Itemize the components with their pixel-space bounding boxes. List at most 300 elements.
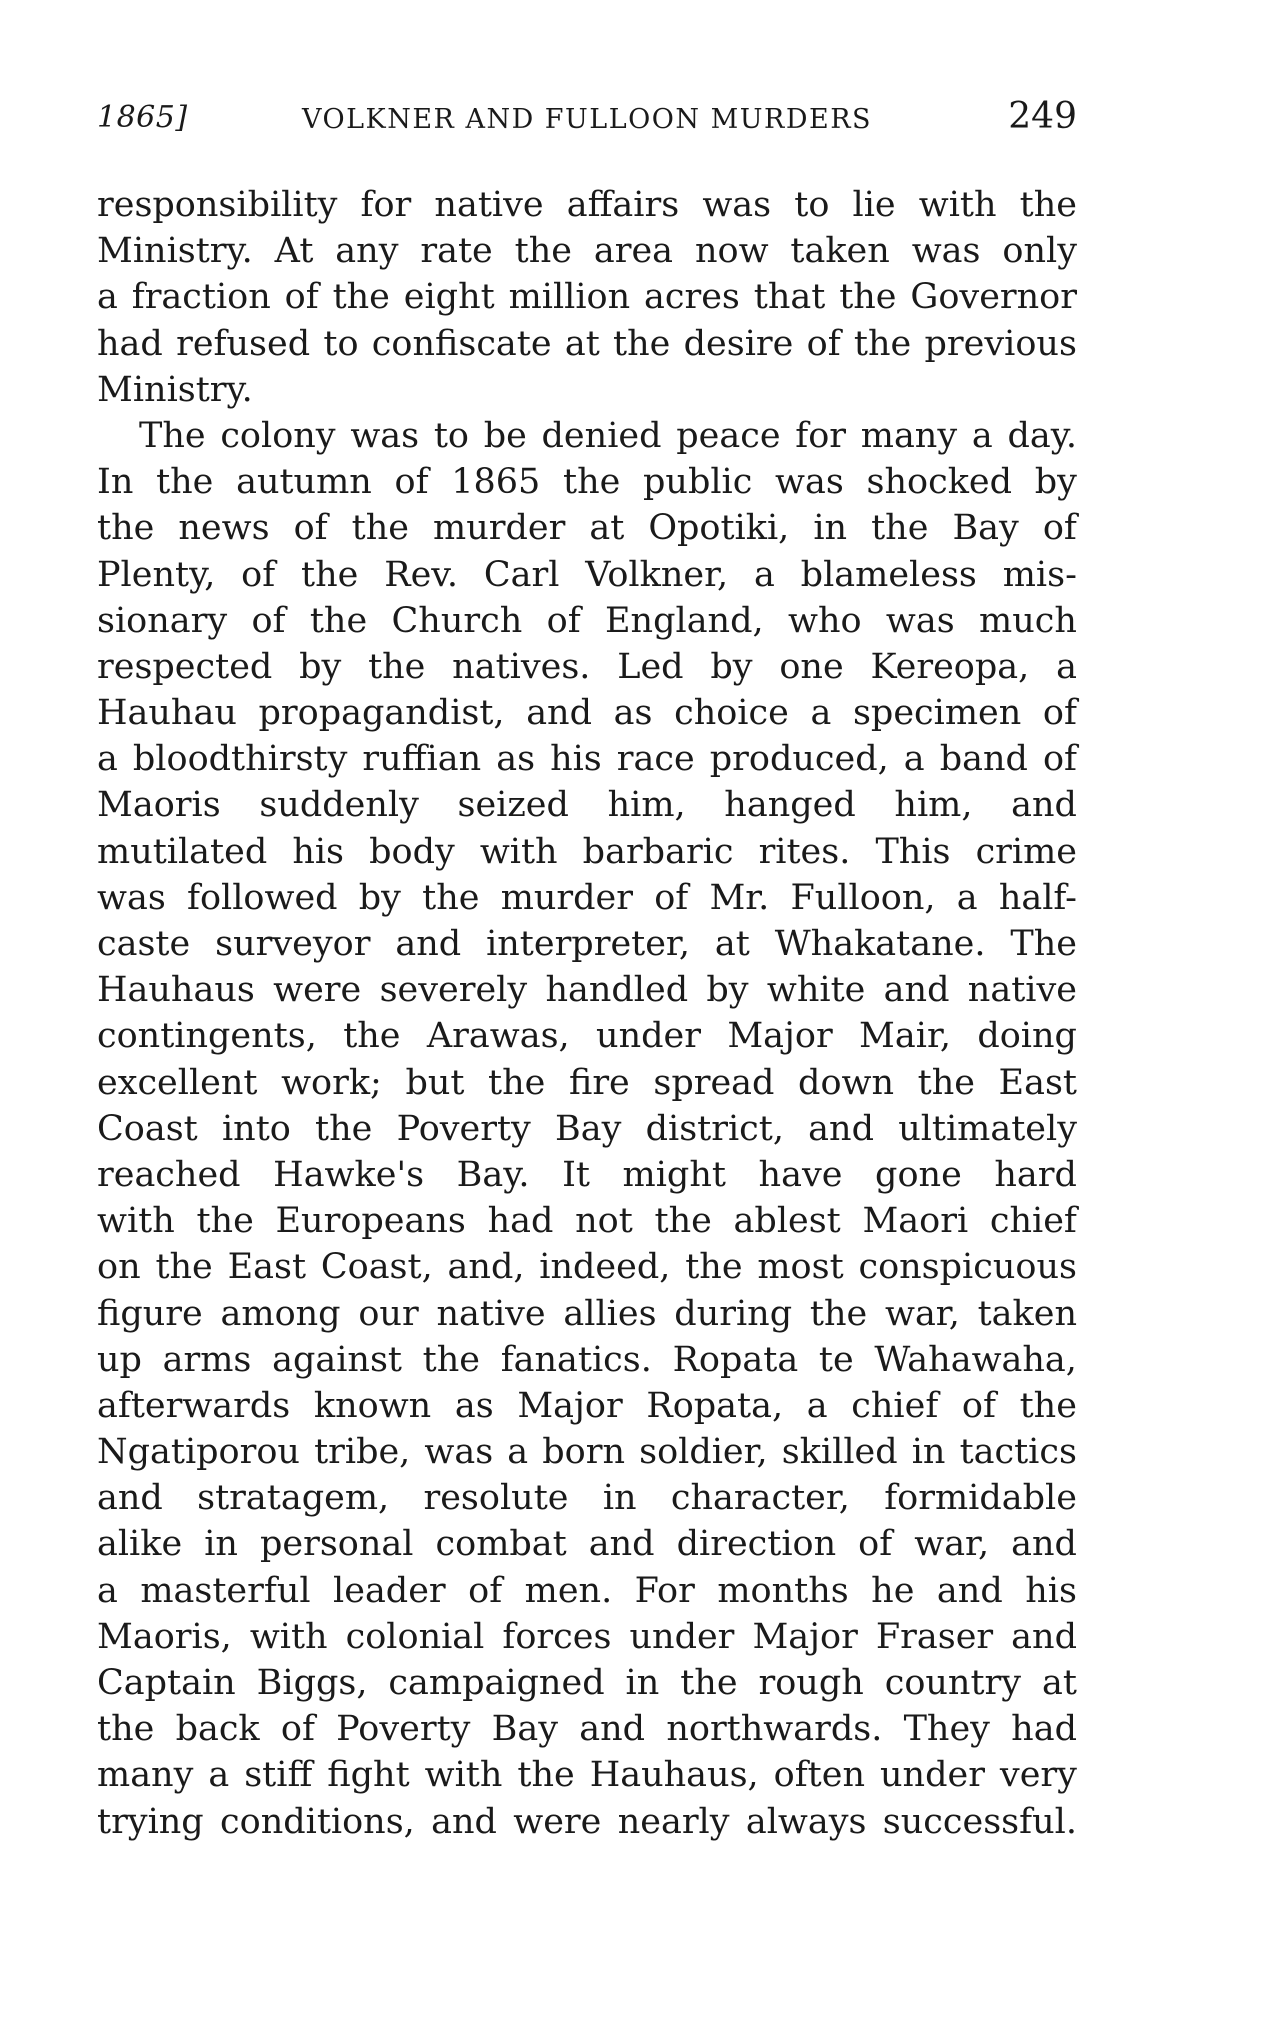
word: stiff xyxy=(244,1755,313,1796)
word: area xyxy=(593,231,674,272)
word: They xyxy=(903,1709,990,1750)
word: the xyxy=(343,1016,401,1057)
word: and xyxy=(1011,1616,1077,1657)
word: ablest xyxy=(733,1201,841,1242)
word: Maoris xyxy=(97,785,221,826)
word: the xyxy=(97,508,155,549)
word: under xyxy=(596,1016,701,1057)
word: Hauhau xyxy=(97,693,237,734)
word: Volkner, xyxy=(585,554,729,595)
word: forces xyxy=(502,1616,612,1657)
word: tribe, xyxy=(314,1432,411,1473)
word: among xyxy=(220,1293,341,1334)
text-line xyxy=(97,921,1077,967)
word: allies xyxy=(563,1293,657,1334)
word: tactics xyxy=(959,1432,1077,1473)
word: barbaric xyxy=(582,831,734,872)
word: had xyxy=(487,1201,554,1242)
word: and xyxy=(808,1108,874,1149)
word: Led xyxy=(617,646,684,687)
word: interpreter, xyxy=(486,924,690,964)
word: always xyxy=(745,1801,867,1842)
word: Carl xyxy=(483,554,560,595)
word: denied xyxy=(541,415,662,456)
text-line xyxy=(97,552,1077,598)
word: by xyxy=(1034,462,1077,503)
word: with xyxy=(424,1755,503,1796)
word: mis- xyxy=(1002,554,1077,595)
word: native xyxy=(434,185,544,225)
word: not xyxy=(575,1201,633,1242)
text-line xyxy=(97,1337,1077,1383)
word: for xyxy=(795,415,847,456)
word: mutilated xyxy=(97,831,268,872)
word: the xyxy=(196,1201,254,1242)
word: a xyxy=(956,877,978,918)
text-line xyxy=(97,875,1077,921)
word: Coast, xyxy=(320,1247,433,1288)
word: seized xyxy=(457,785,569,826)
word: him, xyxy=(894,785,973,826)
word: was xyxy=(350,415,420,456)
word: in xyxy=(602,1478,637,1519)
word: under xyxy=(880,1755,985,1796)
word: Kereopa, xyxy=(870,646,1030,687)
word: gone xyxy=(875,1154,962,1195)
running-head xyxy=(97,96,1077,146)
word: the xyxy=(97,1709,155,1750)
word: specimen xyxy=(852,693,1022,734)
word: in xyxy=(813,508,848,549)
word: the xyxy=(654,1201,712,1242)
word: acres xyxy=(644,277,740,318)
word: Ministry. xyxy=(97,231,253,272)
word: as xyxy=(613,693,653,734)
word: fight xyxy=(327,1755,410,1796)
word: bloodthirsty xyxy=(132,739,348,780)
word: for xyxy=(360,185,412,225)
text-line xyxy=(97,1291,1077,1337)
word: and xyxy=(579,1709,646,1750)
word: the xyxy=(351,508,409,549)
word: the xyxy=(839,277,897,318)
word: Major xyxy=(752,1616,858,1657)
word: lie xyxy=(852,185,896,225)
text-line xyxy=(97,829,1077,875)
word: of xyxy=(654,877,689,918)
word: followed xyxy=(187,877,338,918)
word: colonial xyxy=(345,1616,485,1657)
word: masterful xyxy=(140,1570,311,1611)
word: might xyxy=(622,1154,726,1195)
word: eight xyxy=(403,277,495,318)
word: trying xyxy=(97,1801,204,1842)
word: the xyxy=(422,877,480,918)
word: was xyxy=(775,462,844,503)
word: Bay xyxy=(952,508,1019,549)
word: to xyxy=(323,323,359,364)
word: Europeans xyxy=(275,1201,466,1242)
word: Poverty xyxy=(336,1709,471,1750)
word: was xyxy=(702,185,772,225)
text-line xyxy=(97,690,1077,736)
word: ultimately xyxy=(898,1108,1077,1149)
word: up xyxy=(97,1339,142,1380)
word: East xyxy=(227,1247,307,1288)
word: of xyxy=(806,323,841,364)
word: work; xyxy=(281,1062,382,1103)
word: Wahawaha, xyxy=(874,1339,1077,1380)
word: during xyxy=(674,1293,793,1334)
word: but xyxy=(405,1062,465,1103)
word: only xyxy=(1002,231,1077,272)
word: Major xyxy=(727,1016,833,1057)
word: England, xyxy=(605,600,764,641)
word: Coast xyxy=(97,1108,198,1149)
word: hanged xyxy=(724,785,856,826)
word: and xyxy=(1011,785,1077,826)
word: stratagem, xyxy=(197,1478,390,1519)
text-line xyxy=(97,736,1077,782)
word: the xyxy=(488,1062,546,1103)
word: Ministry. xyxy=(97,369,253,410)
word: the xyxy=(563,462,621,503)
word: the xyxy=(685,1247,743,1288)
word: 1865 xyxy=(451,462,541,503)
word: with xyxy=(249,1616,328,1657)
word: many xyxy=(97,1755,194,1796)
word: It xyxy=(562,1154,590,1195)
word: his xyxy=(1025,1570,1077,1611)
word: down xyxy=(798,1062,895,1103)
word: as xyxy=(496,739,536,780)
word: rough xyxy=(758,1663,864,1703)
word: white xyxy=(766,970,866,1011)
word: rate xyxy=(420,231,493,272)
word: the xyxy=(514,231,572,272)
text-line xyxy=(97,1521,1077,1567)
word: months xyxy=(717,1570,849,1611)
word: half- xyxy=(998,877,1077,918)
running-head-title: VOLKNER AND FULLOON MURDERS xyxy=(301,104,873,135)
word: the xyxy=(680,1663,738,1703)
word: te xyxy=(818,1339,854,1380)
word: be xyxy=(483,415,527,456)
word: Rev. xyxy=(384,554,459,595)
text-line xyxy=(97,598,1077,644)
word: the xyxy=(917,1062,975,1103)
word: of xyxy=(1042,508,1077,549)
text-line xyxy=(97,1152,1077,1198)
word: of xyxy=(284,277,319,318)
word: severely xyxy=(379,970,528,1011)
word: Plenty, xyxy=(97,554,216,595)
word: and xyxy=(526,693,593,734)
word: East xyxy=(998,1062,1077,1103)
word: back xyxy=(175,1709,260,1750)
word: rites. xyxy=(758,831,851,872)
word: have xyxy=(758,1154,843,1195)
word: conspicuous xyxy=(858,1247,1077,1288)
word: in xyxy=(911,1432,946,1473)
word: a xyxy=(806,1385,828,1426)
word: figure xyxy=(97,1293,203,1334)
word: personal xyxy=(260,1524,414,1565)
word: arms xyxy=(162,1339,252,1380)
word: Ropata, xyxy=(646,1385,784,1426)
word: Biggs, xyxy=(256,1663,368,1703)
word: taken xyxy=(977,1293,1077,1334)
text-line xyxy=(97,1752,1077,1798)
word: often xyxy=(773,1755,866,1796)
word: million xyxy=(508,277,631,318)
word: under xyxy=(629,1616,735,1657)
word: and xyxy=(588,1524,655,1565)
word: a xyxy=(1056,646,1077,687)
word: At xyxy=(274,231,314,272)
word: that xyxy=(753,277,826,318)
text-line xyxy=(97,967,1077,1013)
word: Bay xyxy=(491,1709,559,1750)
word: the xyxy=(368,646,426,687)
word: excellent xyxy=(97,1062,258,1103)
word: with xyxy=(479,831,558,872)
word: suddenly xyxy=(259,785,419,826)
word: in xyxy=(625,1663,660,1703)
word: a xyxy=(903,739,925,780)
word: against xyxy=(272,1339,402,1380)
text-line xyxy=(97,1706,1077,1752)
word: war, xyxy=(884,1293,960,1334)
word: fire xyxy=(568,1062,630,1103)
word: Bay xyxy=(555,1108,622,1149)
word: public xyxy=(643,462,753,503)
word: indeed, xyxy=(539,1247,671,1288)
word: the xyxy=(309,600,368,641)
word: many xyxy=(860,415,958,456)
word: fanatics. xyxy=(500,1339,652,1380)
text-line xyxy=(97,782,1077,828)
word: Ropata xyxy=(672,1339,799,1380)
word: any xyxy=(335,231,399,272)
word: a xyxy=(810,693,832,734)
word: had xyxy=(1011,1709,1077,1750)
word: campaigned xyxy=(388,1663,605,1703)
word: responsibility xyxy=(97,185,338,225)
text-line xyxy=(97,228,1077,274)
word: most xyxy=(757,1247,844,1288)
word: at xyxy=(1041,1663,1077,1703)
word: Hauhaus, xyxy=(589,1755,759,1796)
word: propagandist, xyxy=(258,693,505,734)
word: reached xyxy=(97,1154,241,1195)
word: and xyxy=(395,924,462,964)
word: now xyxy=(694,231,769,272)
word: a xyxy=(971,415,993,456)
word: the xyxy=(315,1108,373,1149)
word: native xyxy=(967,970,1077,1011)
word: men. xyxy=(524,1570,613,1611)
word: desire xyxy=(683,323,794,364)
word: of xyxy=(1042,693,1077,734)
text-line xyxy=(97,321,1077,367)
word: surveyor xyxy=(215,924,371,964)
word: a xyxy=(208,1755,230,1796)
word: chief xyxy=(851,1385,939,1426)
word: Major xyxy=(517,1385,623,1426)
word: his xyxy=(550,739,602,780)
word: doing xyxy=(977,1016,1077,1057)
word: Ngatiporou xyxy=(97,1432,300,1473)
word: direction xyxy=(676,1524,837,1565)
text-line xyxy=(97,367,1077,413)
word: Maoris, xyxy=(97,1616,232,1657)
word: murder xyxy=(433,508,566,549)
word: formidable xyxy=(884,1478,1077,1519)
word: resolute xyxy=(423,1478,569,1519)
word: band xyxy=(939,739,1028,780)
word: ruffian xyxy=(362,739,482,780)
page-number: 249 xyxy=(1008,96,1077,137)
word: a xyxy=(97,739,118,780)
word: country xyxy=(884,1663,1022,1703)
word: of xyxy=(858,1524,893,1565)
word: of xyxy=(961,1385,996,1426)
word: of xyxy=(280,1709,315,1750)
word: peace xyxy=(676,415,781,456)
word: shocked xyxy=(866,462,1013,503)
word: and, xyxy=(447,1247,525,1288)
word: produced, xyxy=(709,739,889,780)
word: at xyxy=(564,323,600,364)
word: the xyxy=(155,1247,213,1288)
word: as xyxy=(454,1385,494,1426)
word: he xyxy=(871,1570,915,1611)
word: with xyxy=(97,1201,175,1242)
word: Bay. xyxy=(456,1154,530,1195)
text-line xyxy=(97,1475,1077,1521)
word: fraction xyxy=(131,277,271,318)
word: Captain xyxy=(97,1663,236,1703)
word: For xyxy=(634,1570,695,1611)
text-line xyxy=(97,1429,1077,1475)
word: his xyxy=(292,831,345,872)
text-line xyxy=(97,459,1077,505)
word: hard xyxy=(994,1154,1077,1195)
word: was xyxy=(885,600,955,641)
word: much xyxy=(979,600,1077,641)
word: affairs xyxy=(566,185,680,225)
word: crime xyxy=(975,831,1077,872)
word: a xyxy=(97,1570,118,1611)
word: Maori xyxy=(862,1201,969,1242)
word: the xyxy=(1019,1385,1077,1426)
word: chief xyxy=(989,1201,1077,1242)
word: Fraser xyxy=(875,1616,994,1657)
word: of xyxy=(241,554,276,595)
word: Hauhaus xyxy=(97,970,255,1011)
word: by xyxy=(706,970,749,1011)
word: colony xyxy=(220,415,336,456)
word: handled xyxy=(545,970,689,1011)
text-line xyxy=(97,1106,1077,1152)
word: choice xyxy=(674,693,789,734)
word: at xyxy=(589,508,625,549)
word: Opotiki, xyxy=(648,508,790,549)
word: born xyxy=(542,1432,626,1473)
word: autumn xyxy=(236,462,372,503)
word: the xyxy=(1019,185,1077,225)
word: Poverty xyxy=(396,1108,531,1149)
word: the xyxy=(517,1755,575,1796)
word: day. xyxy=(1007,415,1077,456)
word: the xyxy=(613,323,671,364)
word: Governor xyxy=(910,277,1077,318)
word: one xyxy=(779,646,844,687)
word: the xyxy=(871,508,929,549)
text-line xyxy=(97,413,1077,459)
word: Arawas, xyxy=(426,1016,570,1057)
word: him, xyxy=(607,785,686,826)
text-line xyxy=(97,1568,1077,1614)
word: and xyxy=(1011,1524,1077,1565)
word: had xyxy=(97,323,163,364)
word: by xyxy=(710,646,753,687)
word: to xyxy=(433,415,469,456)
word: the xyxy=(332,277,390,318)
text-line xyxy=(97,1060,1077,1106)
word: Fulloon, xyxy=(790,877,936,918)
word: was xyxy=(424,1432,494,1473)
word: caste xyxy=(97,924,191,964)
text-line xyxy=(97,1614,1077,1660)
word: of xyxy=(1042,739,1077,780)
word: the xyxy=(156,462,214,503)
word: known xyxy=(313,1385,432,1426)
word: the xyxy=(301,554,359,595)
word: native xyxy=(436,1293,546,1334)
word: of xyxy=(546,600,581,641)
word: of xyxy=(293,508,328,549)
text-line xyxy=(97,1383,1077,1429)
text-line xyxy=(97,274,1077,320)
text-line xyxy=(97,644,1077,690)
word: natives. xyxy=(452,646,591,687)
word: combat xyxy=(435,1524,567,1565)
word: our xyxy=(358,1293,419,1334)
word: successful. xyxy=(882,1801,1077,1842)
word: Whakatane. xyxy=(774,924,986,964)
word: the xyxy=(853,323,912,364)
word: leader xyxy=(333,1570,446,1611)
word: alike xyxy=(97,1524,183,1565)
word: at xyxy=(714,924,750,964)
word: of xyxy=(251,600,286,641)
word: was xyxy=(911,231,981,272)
word: into xyxy=(221,1108,291,1149)
word: a xyxy=(507,1432,529,1473)
word: a xyxy=(753,554,775,595)
word: soldier, xyxy=(639,1432,768,1473)
word: were xyxy=(273,970,362,1011)
word: and xyxy=(883,970,950,1011)
running-head-year: 1865] xyxy=(97,100,188,135)
word: and xyxy=(431,1801,497,1842)
text-line xyxy=(97,1244,1077,1290)
word: a xyxy=(97,277,118,318)
word: respected xyxy=(97,646,273,687)
word: The xyxy=(1010,924,1077,964)
